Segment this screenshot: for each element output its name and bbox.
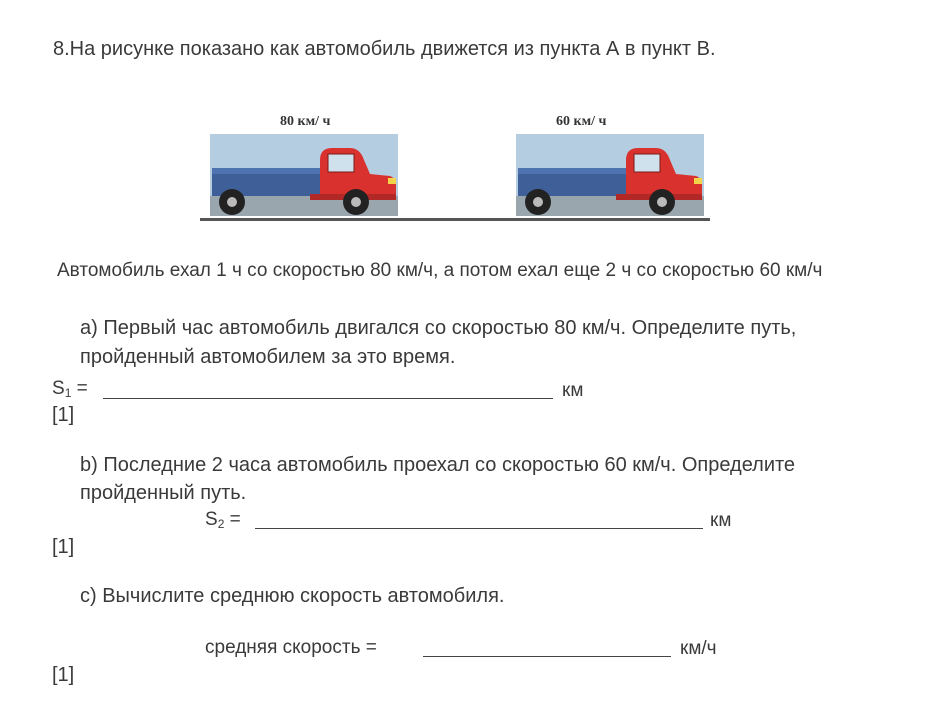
unit-km-b: км xyxy=(710,510,732,531)
part-b-line2: пройденный путь. xyxy=(80,482,247,504)
part-a-line2: пройденный автомобилем за это время. xyxy=(80,346,456,368)
truck-icon xyxy=(516,134,704,220)
part-b-line1: b) Последние 2 часа автомобиль проехал со скоростью 60 км/ч. Определите xyxy=(80,454,796,476)
marks-a: [1] xyxy=(52,404,75,426)
figure xyxy=(200,110,710,225)
task-title: 8.На рисунке показано как автомобиль движется из пункта А в пункт В. xyxy=(53,38,716,60)
average-speed-label: средняя скорость = xyxy=(205,637,377,658)
part-c-line1: c) Вычислите среднюю скорость автомобиля. xyxy=(80,585,505,607)
answer-s1-field[interactable] xyxy=(103,378,553,399)
answer-s1-label: $S_1$ = xyxy=(52,378,88,400)
unit-km-a: км xyxy=(562,380,584,401)
part-a-line1: а) Первый час автомобиль двигался со скоростью 80 км/ч. Определите путь, xyxy=(80,317,797,339)
truck-icon xyxy=(210,134,398,220)
answer-s2-field[interactable] xyxy=(255,508,703,529)
marks-b: [1] xyxy=(52,536,75,558)
speed-label-right: 60 км/ ч xyxy=(556,114,607,129)
answer-s2-label: $S_2$ = xyxy=(205,509,241,531)
marks-c: [1] xyxy=(52,664,75,686)
unit-kmh: км/ч xyxy=(680,638,717,659)
average-speed-field[interactable] xyxy=(423,636,671,657)
speed-label-left: 80 км/ ч xyxy=(280,114,331,129)
condition-text: Автомобиль ехал 1 ч со скоростью 80 км/ч, а потом ехал еще 2 ч со скоростью 60 км/ч xyxy=(57,260,823,281)
